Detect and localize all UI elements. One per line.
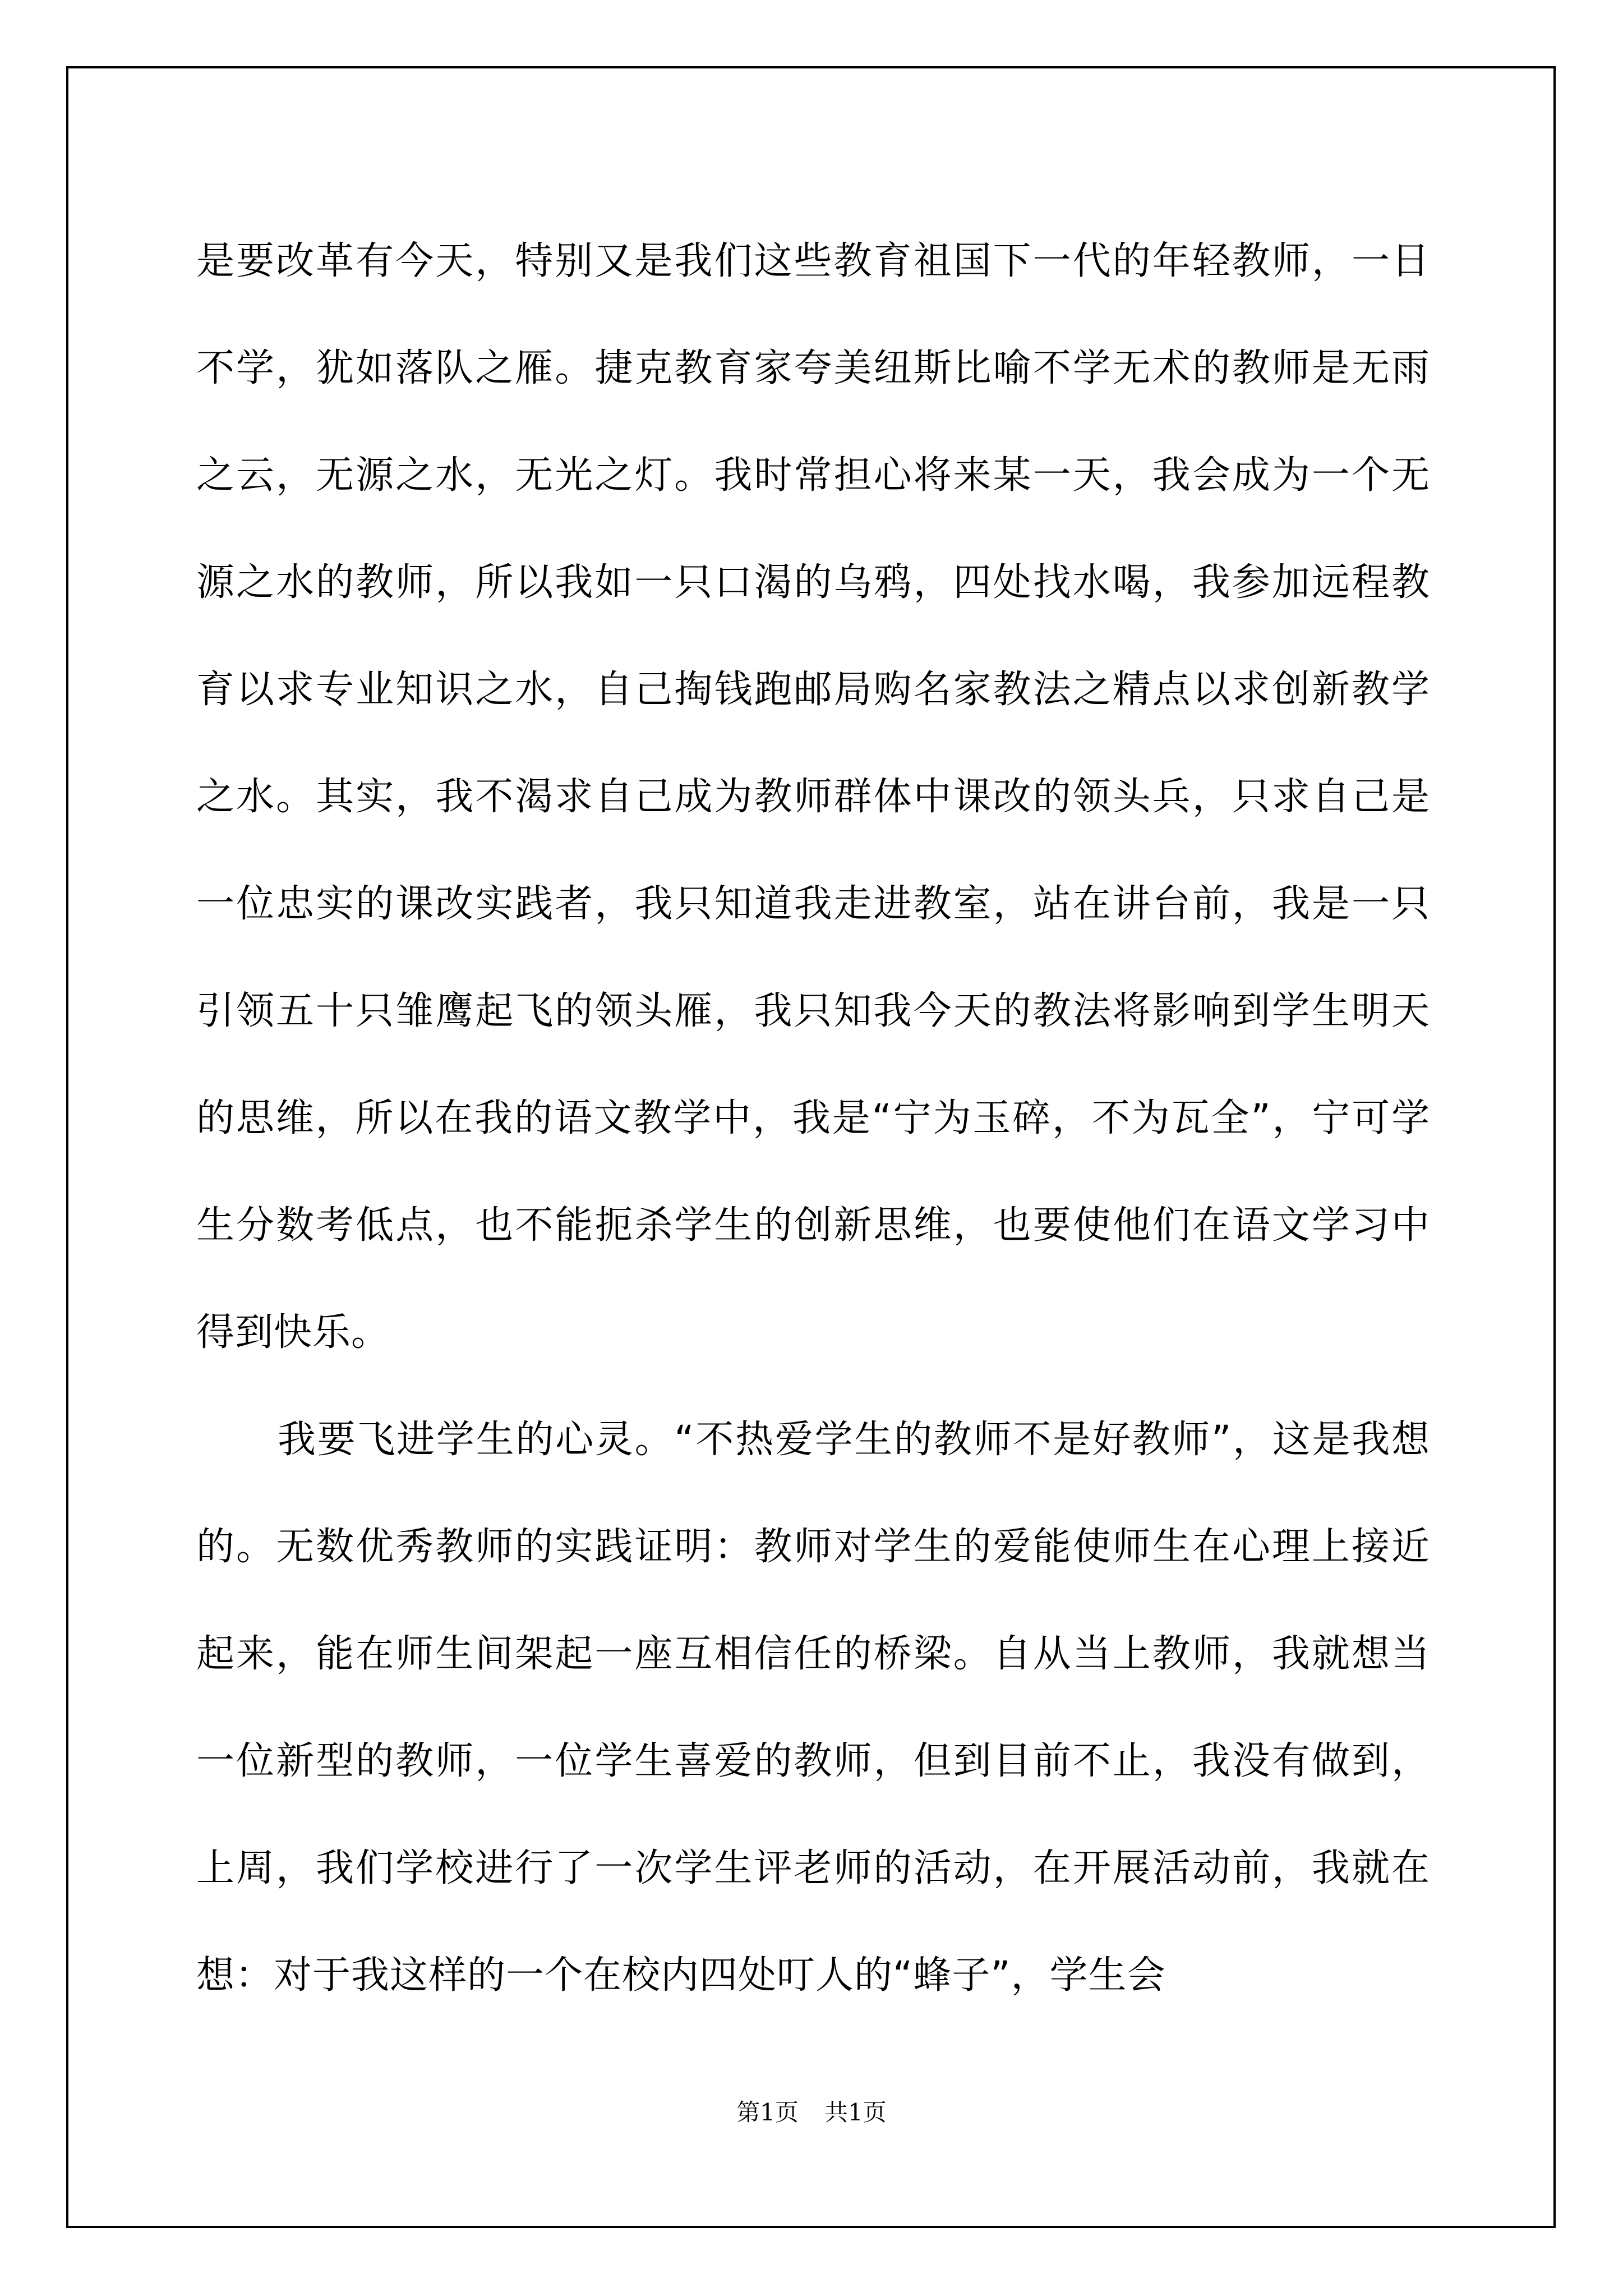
page-footer <box>0 2096 1623 2129</box>
page-total: 共1页 <box>824 2099 887 2126</box>
page-number: 第1页 <box>736 2099 799 2126</box>
paragraph-1: 是要改革有今天，特别又是我们这些教育祖国下一代的年轻教师，一日不学，犹如落队之雁。捷克教育家夸美纽斯比喻不学无术的教师是无雨之云，无源之水，无光之灯。我时常担心将来某一天，我会成为一个无源之水的教师，所以我如一只口渴的乌鸦，四处找水喝，我参加远程教育以求专业知识之水，自己掏钱跑邮局购名家教法之精点以求创新教学之水。其实，我不渴求自己成为教师群体中课改的领头兵，只求自己是一位忠实的课改实践者，我只知道我走进教室，站在讲台前，我是一只引领五十只雏鹰起飞的领头雁，我只知我今天的教法将影响到学生明天的思维，所以在我的语文教学中，我是“宁为玉碎，不为瓦全”，宁可学生分数考低点，也不能扼杀学生的创新思维，也要使他们在语文学习中得到快乐。 <box>196 239 1430 1355</box>
document-body <box>196 208 1430 2029</box>
paragraph-2: 我要飞进学生的心灵。“不热爱学生的教师不是好教师”，这是我想的。无数优秀教师的实践证明：教师对学生的爱能使师生在心理上接近起来，能在师生间架起一座互相信任的桥梁。自从当上教师，我就想当一位新型的教师，一位学生喜爱的教师，但到目前不止，我没有做到，上周，我们学校进行了一次学生评老师的活动，在开展活动前，我就在想：对于我这样的一个在校内四处叮人的“蜂子”，学生会 <box>196 1418 1430 1998</box>
